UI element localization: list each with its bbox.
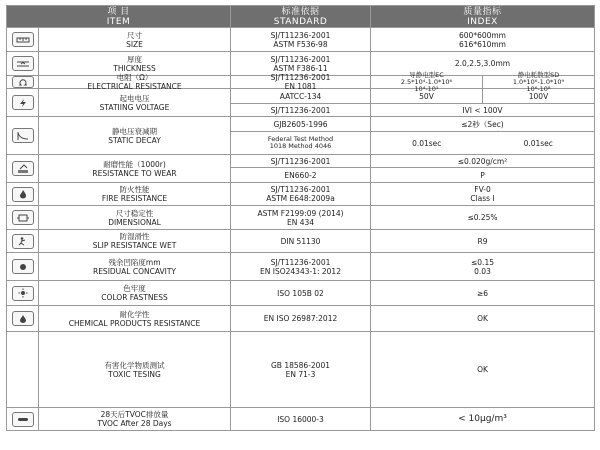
wear-en: RESISTANCE TO WEAR [92, 168, 177, 178]
chemical-idx: OK [477, 314, 488, 323]
header-index-cn: 质量指标 [463, 6, 502, 17]
dimensional-en: DIMENSIONAL [108, 217, 161, 227]
tvoc-idx: < 10μg/m³ [458, 413, 507, 424]
dimensional-standard [231, 206, 371, 230]
tvoc-index [371, 408, 595, 431]
fire-index [371, 183, 595, 206]
fire-item [39, 183, 231, 206]
size-standard [231, 28, 371, 52]
resistance-en: ELECTRICAL RESISTANCE [87, 82, 182, 91]
color-index [371, 281, 595, 306]
slip-icon [12, 234, 34, 249]
cloud-icon [12, 412, 34, 427]
concavity-standard [231, 253, 371, 281]
voltage-standard-2 [231, 104, 371, 117]
flame-icon [12, 187, 34, 202]
ohm-icon [12, 76, 34, 88]
color-idx: ≥6 [476, 288, 489, 298]
wear-index-1 [371, 155, 595, 168]
color-cn: 色牢度 [123, 284, 146, 293]
resistance-icon-cell [7, 76, 39, 89]
thickness-std2: ASTM F386-11 [273, 63, 328, 73]
concavity-icon-cell [7, 253, 39, 281]
voltage-std1: AATCC-134 [279, 91, 322, 101]
chemical-index [371, 306, 595, 332]
resistance-index [371, 70, 595, 93]
dimensional-std2: EN 434 [286, 217, 315, 227]
resistance-cn: 电阻（Ω） [116, 73, 153, 82]
ec-title: 导静电型EC [409, 70, 444, 79]
spec-table [6, 5, 595, 431]
thickness-idx: 2.0,2.5,3.0mm [454, 59, 511, 68]
concavity-std1: SJ/T11236-2001 [270, 257, 331, 267]
fire-idx1: FV-0 [474, 185, 491, 194]
chemical-cn: 耐化学性 [119, 309, 150, 319]
toxic-en: TOXIC TESING [108, 369, 161, 379]
toxic-idx: OK [477, 365, 488, 374]
dimension-icon [12, 210, 34, 225]
tvoc-cn: 28天后TVOC排放量 [100, 410, 169, 419]
tvoc-en: TVOC After 28 Days [97, 419, 172, 428]
ec-value-1: 2.5*10⁴-1.0*10⁶ [400, 77, 453, 86]
voltage-index-1 [371, 89, 595, 104]
decay-item [39, 117, 231, 155]
voltage-std2: SJ/T11236-2001 [270, 105, 331, 115]
layers-icon [12, 56, 34, 71]
header-item-en: ITEM [106, 16, 131, 27]
size-en: SIZE [126, 39, 143, 49]
slip-icon-cell [7, 230, 39, 253]
concavity-en: RESIDUAL CONCAVITY [92, 266, 177, 276]
tvoc-standard [231, 408, 371, 431]
voltage-icon [12, 95, 34, 110]
size-item [39, 28, 231, 52]
wear-idx2: P [480, 170, 485, 180]
ruler-icon [12, 32, 34, 47]
thickness-en: THICKNESS [113, 63, 156, 73]
wear-idx1: ≤0.020g/cm² [457, 156, 508, 166]
thickness-cn: 厚度 [127, 54, 142, 64]
wear-standard-2 [231, 168, 371, 183]
color-std: ISO 105B 02 [277, 288, 324, 298]
header-index-en: INDEX [467, 16, 498, 27]
dimensional-cn: 尺寸稳定性 [115, 208, 154, 218]
toxic-standard [231, 332, 371, 408]
decay-standard-2 [231, 132, 371, 155]
resistance-ec [371, 70, 482, 93]
fire-std2: ASTM E648:2009a [266, 194, 335, 203]
thickness-std1: SJ/T11236-2001 [270, 54, 331, 64]
toxic-item [39, 332, 231, 408]
dimensional-std1: ASTM F2199:09 (2014) [257, 208, 344, 218]
color-item [39, 281, 231, 306]
decay-cn: 静电压衰减期 [112, 126, 157, 136]
concavity-idx1: ≤0.15 [471, 257, 494, 267]
voltage-idx: IVI < 100V [462, 105, 503, 115]
color-standard [231, 281, 371, 306]
concavity-item [39, 253, 231, 281]
header-standard-en: STANDARD [273, 16, 328, 27]
decay-index-2 [371, 132, 595, 155]
voltage-100v: 100V [528, 91, 549, 101]
size-index [371, 28, 595, 52]
resistance-standard [231, 73, 371, 91]
color-icon-cell [7, 281, 39, 306]
decay-icon-cell [7, 117, 39, 155]
size-idx1: 600*600mm [459, 30, 506, 40]
decay-index-1 [371, 117, 595, 132]
dimensional-idx: ≤0.25% [467, 213, 498, 222]
dimensional-index [371, 206, 595, 230]
decay-en: STATIC DECAY [108, 135, 161, 145]
wear-std2: EN660-2 [284, 170, 317, 180]
header-index [371, 6, 595, 28]
toxic-std2: EN 71-3 [285, 369, 316, 379]
wear-cn: 耐磨性能（1000r) [103, 159, 166, 169]
tvoc-item [39, 408, 231, 431]
slip-en: SLIP RESISTANCE WET [92, 241, 177, 250]
resistance-std1: SJ/T11236-2001 [270, 73, 331, 82]
chemical-item [39, 306, 231, 332]
voltage-standard-1 [231, 89, 371, 104]
toxic-index [371, 332, 595, 408]
concavity-cn: 残余凹陷度mm [108, 257, 161, 267]
chemical-en: CHEMICAL PRODUCTS RESISTANCE [68, 318, 201, 328]
decay-idx1: ≤2秒（Sec) [461, 119, 504, 129]
sun-icon [12, 286, 34, 301]
size-idx2: 616*610mm [459, 39, 506, 49]
wear-icon [12, 161, 34, 176]
slip-cn: 防湿滑性 [119, 232, 150, 241]
concavity-idx2: 0.03 [474, 266, 491, 276]
voltage-cn: 起电电压 [119, 93, 150, 103]
resistance-item [39, 73, 231, 91]
toxic-std1: GB 18586-2001 [271, 360, 330, 370]
chemical-std: EN ISO 26987:2012 [263, 314, 338, 323]
resistance-std2: EN 1081 [284, 82, 317, 91]
header-standard [231, 6, 371, 28]
sd-value-2: 10⁶-10⁸ [526, 84, 551, 93]
wear-std1: SJ/T11236-2001 [270, 156, 331, 166]
voltage-item [39, 89, 231, 117]
wear-item [39, 155, 231, 183]
fire-en: FIRE RESISTANCE [101, 194, 168, 203]
color-en: COLOR FASTNESS [101, 293, 168, 302]
decay-std3: 1018 Method 4046 [269, 142, 332, 150]
fire-cn: 防火性能 [119, 185, 150, 194]
fire-standard [231, 183, 371, 206]
decay-idx2: 0.01sec [412, 138, 442, 148]
thickness-index [371, 52, 595, 76]
thickness-icon-cell [7, 52, 39, 76]
chemical-icon-cell [7, 306, 39, 332]
ec-value-2: 10⁴-10⁵ [414, 84, 439, 93]
voltage-en: STATIING VOLTAGE [99, 102, 170, 112]
slip-idx: R9 [477, 236, 488, 246]
size-icon-cell [7, 28, 39, 52]
dimensional-item [39, 206, 231, 230]
fire-idx2: Class I [470, 194, 495, 203]
concavity-index [371, 253, 595, 281]
toxic-cn: 有害化学物质测试 [104, 360, 165, 370]
wear-standard-1 [231, 155, 371, 168]
fire-icon-cell [7, 183, 39, 206]
chemical-standard [231, 306, 371, 332]
voltage-50v: 50V [419, 91, 434, 101]
size-cn: 尺寸 [127, 30, 142, 40]
decay-std1: GJB2605-1996 [273, 119, 328, 129]
drop-icon [12, 311, 34, 326]
voltage-icon-cell [7, 89, 39, 117]
header-item-cn: 项 目 [107, 6, 130, 17]
decay-std2: Federal Test Method [267, 135, 334, 143]
slip-standard [231, 230, 371, 253]
dent-icon [12, 259, 34, 274]
decay-idx3: 0.01sec [523, 138, 553, 148]
fire-std1: SJ/T11236-2001 [270, 185, 331, 194]
sd-value-1: 1.0*10⁶-1.0*10⁹ [512, 77, 565, 86]
header-standard-cn: 标准依据 [281, 6, 320, 17]
header-item [7, 6, 231, 28]
tvoc-std: ISO 16000-3 [277, 414, 324, 424]
slip-index [371, 230, 595, 253]
dimensional-icon-cell [7, 206, 39, 230]
size-std2: ASTM F536-98 [273, 39, 328, 49]
voltage-index-2 [371, 104, 595, 117]
tvoc-icon-cell [7, 408, 39, 431]
decay-standard-1 [231, 117, 371, 132]
size-std1: SJ/T11236-2001 [270, 30, 331, 40]
concavity-std2: EN ISO24343-1: 2012 [260, 266, 341, 276]
resistance-sd [482, 70, 594, 93]
wear-icon-cell [7, 155, 39, 183]
slip-std: DIN 51130 [280, 236, 321, 246]
slip-item [39, 230, 231, 253]
sd-title: 静电耗散型SD [517, 70, 560, 79]
wear-index-2 [371, 168, 595, 183]
toxic-icon-cell [7, 332, 39, 408]
decay-icon [12, 128, 34, 143]
